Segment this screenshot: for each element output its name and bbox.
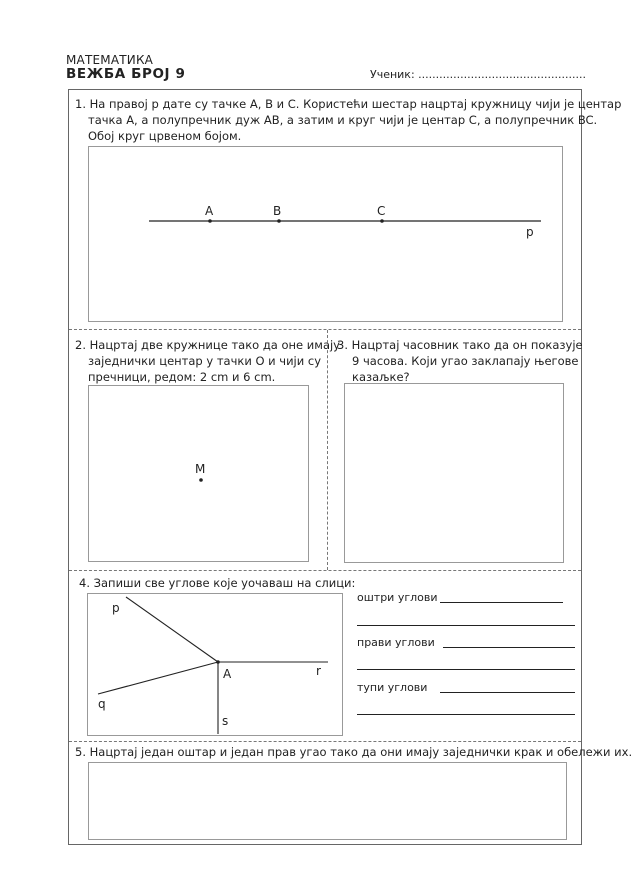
task2-drawing-area[interactable] xyxy=(88,385,309,562)
vertex-a-dot xyxy=(216,660,220,664)
task3-line2: 9 часова. Који угао заклапају његове xyxy=(352,354,579,368)
answer-line[interactable] xyxy=(357,714,575,715)
point-a-dot xyxy=(208,219,212,223)
task2-line3: пречници, редом: 2 cm и 6 cm. xyxy=(88,370,276,384)
ray-q-label: q xyxy=(98,697,106,711)
point-c-label: C xyxy=(377,204,386,218)
right-angles-label: прави углови xyxy=(357,636,435,649)
answer-line[interactable] xyxy=(357,669,575,670)
task3-line3: казаљке? xyxy=(352,370,410,384)
worksheet-title: ВЕЖБА БРОЈ 9 xyxy=(66,66,186,82)
separator xyxy=(69,570,581,571)
line-p-label: p xyxy=(526,225,534,239)
point-a-label: A xyxy=(205,204,214,218)
task1-line1: 1. На правој p дате су тачке A, B и C. Користећи шестар нацртај кружницу чији је центар xyxy=(75,97,622,111)
task4-figure-box xyxy=(87,593,343,736)
subject-label: МАТЕМАТИКА xyxy=(66,53,154,67)
point-b-label: B xyxy=(273,204,282,218)
ray-p xyxy=(126,597,218,662)
task1-drawing-area[interactable] xyxy=(88,146,563,322)
ray-s-label: s xyxy=(222,714,229,728)
ray-p-label: p xyxy=(112,601,120,615)
task1-line3: Обој круг црвеном бојом. xyxy=(88,129,242,143)
student-name-field[interactable]: Ученик: ................................................ xyxy=(370,68,586,81)
task4-prompt: 4. Запиши све углове које уочаваш на слици: xyxy=(79,576,356,590)
task1-line2: тачка A, а полупречник дуж AB, а затим и круг чији је центар C, а полупречник BC. xyxy=(88,113,598,127)
task1-figure xyxy=(89,147,564,323)
point-c-dot xyxy=(380,219,384,223)
acute-angles-label: оштри углови xyxy=(357,591,438,604)
point-m-label: M xyxy=(195,462,206,476)
right-angles-answer-line[interactable] xyxy=(443,647,575,648)
separator xyxy=(69,329,581,330)
task2-line1: 2. Нацртај две кружнице тако да оне имају xyxy=(75,338,340,352)
task5-prompt: 5. Нацртај један оштар и један прав угао тако да они имају заједнички крак и обележи их. xyxy=(75,745,633,759)
separator xyxy=(69,741,581,742)
vertex-a-label: A xyxy=(223,667,232,681)
point-b-dot xyxy=(277,219,281,223)
task3-line1: 3. Нацртај часовник тако да он показује xyxy=(337,338,583,352)
task2-figure xyxy=(89,386,310,563)
obtuse-angles-label: тупи углови xyxy=(357,681,428,694)
ray-r-label: r xyxy=(316,664,321,678)
acute-angles-answer-line[interactable] xyxy=(440,602,563,603)
ray-q xyxy=(98,662,218,694)
task2-line2: заједнички центар у тачки O и чији су xyxy=(88,354,322,368)
task5-drawing-area[interactable] xyxy=(88,762,567,840)
task4-angle-figure xyxy=(88,594,344,737)
obtuse-angles-answer-line[interactable] xyxy=(440,692,575,693)
separator xyxy=(327,330,328,570)
point-m-dot xyxy=(199,478,203,482)
answer-line[interactable] xyxy=(357,625,575,626)
task3-drawing-area[interactable] xyxy=(344,383,564,563)
